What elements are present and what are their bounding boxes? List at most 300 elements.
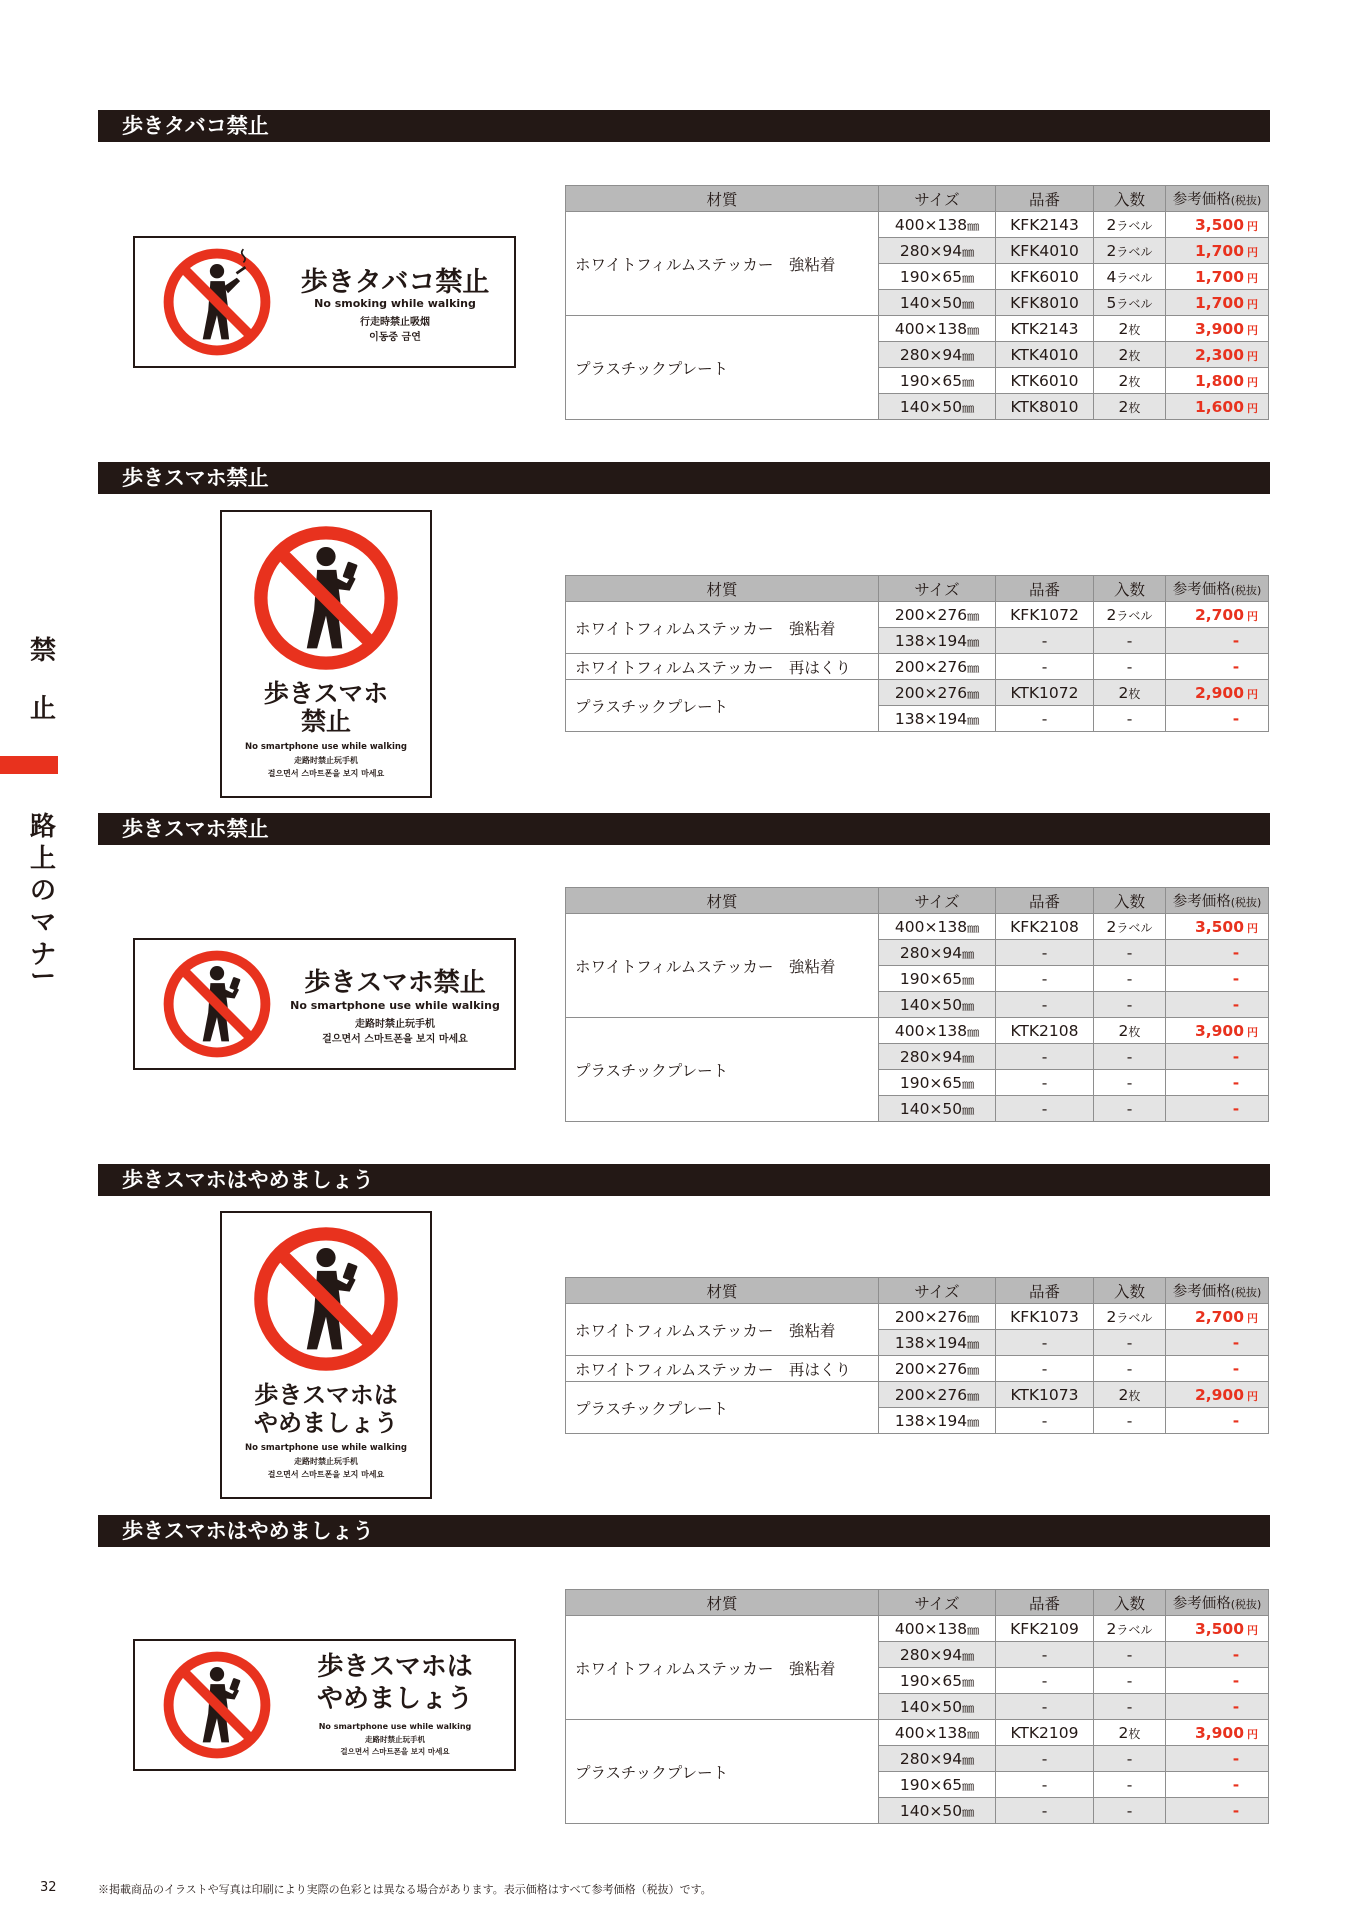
price-cell: 1,700 円 [1166,238,1269,264]
header-material: 材質 [566,1278,879,1304]
qty-cell: - [1094,1330,1166,1356]
qty-cell: 2ラベル [1094,602,1166,628]
price-cell: - [1166,654,1269,680]
material-cell: ホワイトフィルムステッカー 強粘着 [566,914,879,1018]
price-unit: 円 [1247,323,1258,337]
table-row [566,212,1269,238]
qty-cell: 2ラベル [1094,1616,1166,1642]
size-unit: ㎜ [967,920,980,935]
qty-cell: 2ラベル [1094,1304,1166,1330]
size-cell: 280×94㎜ [879,1746,996,1772]
price-cell: - [1166,940,1269,966]
price-cell: - [1166,966,1269,992]
code-cell: - [996,628,1094,654]
size-cell: 140×50㎜ [879,1798,996,1824]
qty-cell: 2枚 [1094,342,1166,368]
sign-title: 歩きスマホ [263,679,389,708]
size-unit: ㎜ [967,1336,980,1351]
size-unit: ㎜ [962,1050,975,1065]
code-cell: KTK8010 [996,394,1094,420]
size-cell: 400×138㎜ [879,212,996,238]
header-qty: 入数 [1094,576,1166,602]
price-unit: 円 [1247,401,1258,415]
header-price: 参考価格(税抜) [1166,1278,1269,1304]
qty-unit: 枚 [1128,348,1141,363]
header-qty: 入数 [1094,186,1166,212]
section-title: 歩きタバコ禁止 [122,114,269,138]
product-sign-image [133,938,516,1070]
price-cell: - [1166,1642,1269,1668]
code-cell: KFK2108 [996,914,1094,940]
qty-unit: ラベル [1116,218,1153,233]
sign-subtitle: 이동중 금연 [369,332,421,343]
code-cell: - [996,1330,1094,1356]
qty-cell: - [1094,940,1166,966]
size-unit: ㎜ [962,946,975,961]
header-price: 参考価格(税抜) [1166,888,1269,914]
code-cell: - [996,706,1094,732]
header-code: 品番 [996,576,1094,602]
qty-unit: 枚 [1128,1726,1141,1741]
size-unit: ㎜ [967,1622,980,1637]
sign-subtitle: 走路时禁止玩手机 [294,1457,358,1466]
code-cell: KFK1072 [996,602,1094,628]
price-unit: 円 [1247,1389,1258,1403]
section-title: 歩きスマホはやめましょう [122,1168,374,1192]
section-header [98,813,1270,845]
header-material: 材質 [566,186,879,212]
qty-unit: 枚 [1128,374,1141,389]
qty-unit: 枚 [1128,1388,1141,1403]
size-cell: 190×65㎜ [879,1668,996,1694]
size-unit: ㎜ [962,1752,975,1767]
header-qty: 入数 [1094,1590,1166,1616]
code-cell: - [996,1044,1094,1070]
size-cell: 280×94㎜ [879,940,996,966]
code-cell: - [996,1694,1094,1720]
sign-title: 歩きタバコ禁止 [300,267,490,298]
size-cell: 190×65㎜ [879,1772,996,1798]
size-unit: ㎜ [962,348,975,363]
price-cell: - [1166,706,1269,732]
size-cell: 190×65㎜ [879,368,996,394]
price-cell: 2,700 円 [1166,602,1269,628]
qty-unit: 枚 [1128,686,1141,701]
material-cell: ホワイトフィルムステッカー 強粘着 [566,1304,879,1356]
product-sign-image [220,1211,432,1499]
price-cell: - [1166,1694,1269,1720]
size-cell: 200×276㎜ [879,602,996,628]
code-cell: - [996,966,1094,992]
size-cell: 400×138㎜ [879,1018,996,1044]
header-size: サイズ [879,186,996,212]
size-unit: ㎜ [962,296,975,311]
size-cell: 140×50㎜ [879,394,996,420]
qty-cell: - [1094,992,1166,1018]
material-cell: プラスチックプレート [566,680,879,732]
material-cell: ホワイトフィルムステッカー 強粘着 [566,1616,879,1720]
sign-subtitle: 걸으면서 스마트폰을 보지 마세요 [267,769,385,778]
price-cell: - [1166,1356,1269,1382]
price-cell: 3,500 円 [1166,914,1269,940]
code-cell: - [996,1356,1094,1382]
table-header-row [566,1590,1269,1616]
code-cell: KFK2143 [996,212,1094,238]
table-header-row [566,888,1269,914]
price-cell: 3,900 円 [1166,316,1269,342]
material-cell: プラスチックプレート [566,1720,879,1824]
price-cell: - [1166,1408,1269,1434]
table-row [566,316,1269,342]
code-cell: KFK2109 [996,1616,1094,1642]
no-smoking-walking-icon [162,247,272,357]
size-cell: 190×65㎜ [879,966,996,992]
size-unit: ㎜ [962,1648,975,1663]
qty-cell: - [1094,1070,1166,1096]
material-cell: プラスチックプレート [566,1018,879,1122]
qty-cell: 2枚 [1094,316,1166,342]
qty-cell: 2枚 [1094,368,1166,394]
spec-table [565,185,1269,420]
section-header [98,110,1270,142]
size-cell: 400×138㎜ [879,914,996,940]
price-unit: 円 [1247,1727,1258,1741]
code-cell: KTK2109 [996,1720,1094,1746]
price-cell: 2,900 円 [1166,1382,1269,1408]
qty-cell: 2枚 [1094,1382,1166,1408]
size-cell: 190×65㎜ [879,264,996,290]
qty-unit: ラベル [1116,270,1153,285]
qty-cell: - [1094,706,1166,732]
price-unit: 円 [1247,1623,1258,1637]
size-unit: ㎜ [967,1388,980,1403]
size-cell: 190×65㎜ [879,1070,996,1096]
section-title: 歩きスマホ禁止 [122,466,269,490]
size-cell: 400×138㎜ [879,1616,996,1642]
price-unit: 円 [1247,271,1258,285]
qty-cell: - [1094,966,1166,992]
code-cell: KTK6010 [996,368,1094,394]
side-tab-char: 路 [30,812,57,842]
no-phone-walking-icon [162,949,272,1059]
sign-subtitle: No smartphone use while walking [290,999,500,1012]
code-cell: KTK1073 [996,1382,1094,1408]
table-row [566,1018,1269,1044]
price-cell: 2,300 円 [1166,342,1269,368]
code-cell: - [996,940,1094,966]
price-cell: 3,500 円 [1166,1616,1269,1642]
size-cell: 280×94㎜ [879,1642,996,1668]
price-unit: 円 [1247,1025,1258,1039]
code-cell: KFK4010 [996,238,1094,264]
table-row [566,680,1269,706]
size-unit: ㎜ [962,270,975,285]
price-unit: 円 [1247,245,1258,259]
header-size: サイズ [879,1278,996,1304]
sign-subtitle: 걸으면서 스마트폰을 보지 마세요 [340,1747,450,1756]
page-number: 32 [40,1880,57,1895]
side-tab-marker [0,756,58,774]
side-tab-char: マ [30,908,57,938]
product-sign-image [133,1639,516,1771]
size-unit: ㎜ [967,1414,980,1429]
price-cell: 1,800 円 [1166,368,1269,394]
product-sign-image [220,510,432,798]
qty-unit: 枚 [1128,400,1141,415]
size-cell: 280×94㎜ [879,1044,996,1070]
table-row [566,602,1269,628]
size-unit: ㎜ [962,1076,975,1091]
price-cell: 2,900 円 [1166,680,1269,706]
header-size: サイズ [879,888,996,914]
sign-title: 歩きスマホは [317,1652,473,1682]
price-cell: - [1166,1330,1269,1356]
price-cell: - [1166,1798,1269,1824]
table-row [566,1382,1269,1408]
code-cell: KTK2143 [996,316,1094,342]
table-row [566,1356,1269,1382]
price-cell: 2,700 円 [1166,1304,1269,1330]
qty-cell: 2枚 [1094,680,1166,706]
size-unit: ㎜ [962,1674,975,1689]
size-unit: ㎜ [967,608,980,623]
table-row [566,1616,1269,1642]
qty-cell: 2ラベル [1094,238,1166,264]
spec-table [565,887,1269,1122]
code-cell: - [996,1096,1094,1122]
price-cell: - [1166,628,1269,654]
size-unit: ㎜ [967,1726,980,1741]
qty-cell: 4ラベル [1094,264,1166,290]
header-price: 参考価格(税抜) [1166,576,1269,602]
header-code: 品番 [996,888,1094,914]
sign-title: 歩きスマホ禁止 [304,968,486,998]
size-cell: 200×276㎜ [879,680,996,706]
header-price-note: (税抜) [1230,194,1262,207]
sign-subtitle: 走路时禁止玩手机 [294,756,358,765]
spec-table [565,1277,1269,1434]
material-cell: プラスチックプレート [566,1382,879,1434]
qty-cell: - [1094,1694,1166,1720]
code-cell: KFK8010 [996,290,1094,316]
qty-unit: ラベル [1116,1310,1153,1325]
price-unit: 円 [1247,609,1258,623]
qty-unit: ラベル [1116,1622,1153,1637]
size-unit: ㎜ [962,1700,975,1715]
header-size: サイズ [879,1590,996,1616]
size-cell: 140×50㎜ [879,1694,996,1720]
header-code: 品番 [996,1278,1094,1304]
no-phone-walking-icon [162,1650,272,1760]
size-unit: ㎜ [967,712,980,727]
table-header-row [566,1278,1269,1304]
header-material: 材質 [566,576,879,602]
sign-subtitle: No smartphone use while walking [318,1722,472,1731]
size-cell: 400×138㎜ [879,1720,996,1746]
price-cell: 3,900 円 [1166,1018,1269,1044]
header-price: 参考価格(税抜) [1166,186,1269,212]
table-header-row [566,576,1269,602]
price-cell: - [1166,1668,1269,1694]
header-price: 参考価格(税抜) [1166,1590,1269,1616]
size-unit: ㎜ [962,374,975,389]
size-cell: 140×50㎜ [879,290,996,316]
size-unit: ㎜ [967,322,980,337]
sign-subtitle: 걸으면서 스마트폰을 보지 마세요 [322,1034,468,1045]
size-cell: 200×276㎜ [879,1382,996,1408]
qty-unit: ラベル [1116,608,1153,623]
size-unit: ㎜ [967,1024,980,1039]
size-unit: ㎜ [962,1102,975,1117]
size-unit: ㎜ [962,972,975,987]
section-header [98,1164,1270,1196]
qty-cell: - [1094,1044,1166,1070]
price-cell: - [1166,1096,1269,1122]
qty-cell: - [1094,1746,1166,1772]
qty-cell: - [1094,1798,1166,1824]
qty-cell: - [1094,1668,1166,1694]
code-cell: - [996,992,1094,1018]
side-tab-char: の [30,876,57,906]
price-unit: 円 [1247,687,1258,701]
code-cell: KFK6010 [996,264,1094,290]
price-cell: - [1166,1044,1269,1070]
header-price-note: (税抜) [1230,1286,1262,1299]
price-cell: 3,900 円 [1166,1720,1269,1746]
qty-unit: ラベル [1116,244,1153,259]
code-cell: - [996,1642,1094,1668]
sign-subtitle: 走路时禁止玩手机 [355,1019,435,1030]
size-unit: ㎜ [967,1310,980,1325]
size-unit: ㎜ [967,660,980,675]
qty-cell: 2枚 [1094,394,1166,420]
price-cell: 1,700 円 [1166,264,1269,290]
qty-cell: - [1094,1356,1166,1382]
price-unit: 円 [1247,921,1258,935]
sign-title: やめましょう [316,1684,473,1714]
price-unit: 円 [1247,297,1258,311]
size-cell: 138×194㎜ [879,706,996,732]
header-qty: 入数 [1094,888,1166,914]
qty-cell: 2ラベル [1094,212,1166,238]
code-cell: KTK4010 [996,342,1094,368]
table-row [566,1304,1269,1330]
size-unit: ㎜ [962,244,975,259]
qty-cell: - [1094,1772,1166,1798]
material-cell: ホワイトフィルムステッカー 強粘着 [566,602,879,654]
size-cell: 280×94㎜ [879,342,996,368]
size-cell: 400×138㎜ [879,316,996,342]
size-unit: ㎜ [962,1778,975,1793]
price-cell: 1,700 円 [1166,290,1269,316]
size-unit: ㎜ [962,998,975,1013]
price-cell: 1,600 円 [1166,394,1269,420]
price-unit: 円 [1247,349,1258,363]
code-cell: - [996,1772,1094,1798]
sign-subtitle: No smartphone use while walking [244,1443,408,1453]
code-cell: - [996,1668,1094,1694]
sign-title: 禁止 [300,707,351,736]
size-unit: ㎜ [967,218,980,233]
code-cell: - [996,1746,1094,1772]
section-header [98,462,1270,494]
side-tab-char: 止 [30,694,57,724]
price-unit: 円 [1247,375,1258,389]
side-tab-char: ナ [30,940,57,970]
table-header-row [566,186,1269,212]
price-unit: 円 [1247,219,1258,233]
no-phone-walking-icon [252,1225,400,1373]
sign-title: 歩きスマホは [254,1381,398,1409]
header-material: 材質 [566,888,879,914]
spec-table [565,1589,1269,1824]
qty-unit: 枚 [1128,322,1141,337]
qty-unit: ラベル [1116,296,1153,311]
footnote: ※掲載商品のイラストや写真は印刷により実際の色彩とは異なる場合があります。表示価格はすべて参考価格（税抜）です。 [98,1883,712,1896]
qty-cell: - [1094,628,1166,654]
code-cell: - [996,654,1094,680]
header-qty: 入数 [1094,1278,1166,1304]
table-row [566,654,1269,680]
qty-cell: - [1094,1642,1166,1668]
material-cell: プラスチックプレート [566,316,879,420]
no-phone-walking-icon [252,524,400,672]
code-cell: - [996,1798,1094,1824]
header-price-note: (税抜) [1230,1598,1262,1611]
code-cell: - [996,1408,1094,1434]
size-cell: 138×194㎜ [879,1408,996,1434]
size-cell: 280×94㎜ [879,238,996,264]
qty-cell: - [1094,1408,1166,1434]
product-sign-image [133,236,516,368]
side-tab-char: ー [30,962,57,992]
table-row [566,1720,1269,1746]
qty-cell: - [1094,1096,1166,1122]
sign-subtitle: 走路时禁止玩手机 [365,1735,425,1744]
code-cell: KFK1073 [996,1304,1094,1330]
section-title: 歩きスマホはやめましょう [122,1519,374,1543]
side-tab-char: 禁 [30,636,57,666]
header-size: サイズ [879,576,996,602]
header-price-note: (税抜) [1230,896,1262,909]
code-cell: - [996,1070,1094,1096]
material-cell: ホワイトフィルムステッカー 再はくり [566,654,879,680]
size-cell: 200×276㎜ [879,1304,996,1330]
header-price-note: (税抜) [1230,584,1262,597]
price-cell: - [1166,1070,1269,1096]
price-cell: - [1166,1746,1269,1772]
header-material: 材質 [566,1590,879,1616]
qty-cell: 2枚 [1094,1018,1166,1044]
sign-title: やめましょう [254,1409,398,1437]
sign-subtitle: 行走時禁止吸烟 [360,317,430,328]
size-cell: 138×194㎜ [879,1330,996,1356]
sign-subtitle: 걸으면서 스마트폰을 보지 마세요 [267,1470,385,1479]
qty-unit: 枚 [1128,1024,1141,1039]
size-cell: 200×276㎜ [879,1356,996,1382]
header-code: 品番 [996,186,1094,212]
sign-subtitle: No smartphone use while walking [244,742,408,752]
price-cell: - [1166,1772,1269,1798]
material-cell: ホワイトフィルムステッカー 再はくり [566,1356,879,1382]
size-unit: ㎜ [962,400,975,415]
size-cell: 138×194㎜ [879,628,996,654]
qty-cell: - [1094,654,1166,680]
code-cell: KTK2108 [996,1018,1094,1044]
size-cell: 200×276㎜ [879,654,996,680]
header-code: 品番 [996,1590,1094,1616]
price-cell: - [1166,992,1269,1018]
